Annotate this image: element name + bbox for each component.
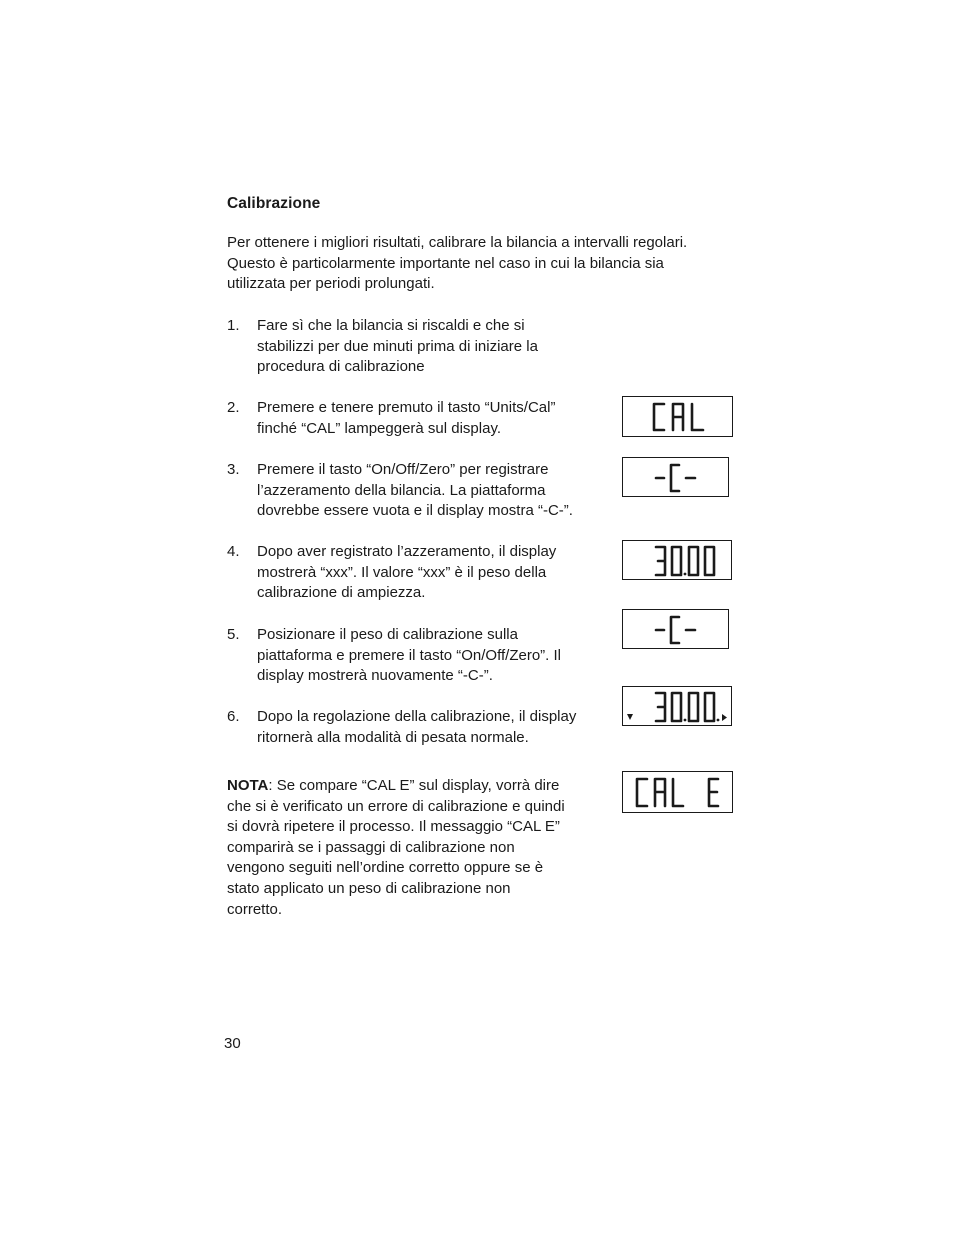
step-line: dovrebbe essere vuota e il display mostra “-C-”. <box>257 502 573 520</box>
step-line: procedura di calibrazione <box>257 358 425 376</box>
note-paragraph <box>227 776 607 920</box>
triangle-right-icon <box>722 714 727 721</box>
step-line: ritornerà alla modalità di pesata normale. <box>257 728 529 746</box>
step-line: Dopo aver registrato l’azzeramento, il display <box>257 543 557 560</box>
step-line: Dopo la regolazione della calibrazione, il display <box>257 708 577 725</box>
step-number: 5. <box>227 626 240 643</box>
step-line: l’azzeramento della bilancia. La piattaforma <box>257 481 546 499</box>
lcd-display-3000-normal <box>622 686 732 726</box>
step-line: mostrerà “xxx”. Il valore “xxx” è il peso della <box>257 563 547 581</box>
lcd-reading-c-again <box>656 617 695 643</box>
triangle-down-icon <box>627 714 633 720</box>
step-line: Posizionare il peso di calibrazione sulla <box>257 626 518 643</box>
lcd-display-3000 <box>622 540 732 580</box>
step-line: stabilizzi per due minuti prima di iniziare la <box>257 337 538 355</box>
intro-line: utilizzata per periodi prolungati. <box>227 275 435 293</box>
lcd-display-c-again <box>622 609 729 649</box>
note-line: stato applicato un peso di calibrazione non <box>227 879 511 897</box>
lcd-reading-c <box>656 465 695 491</box>
lcd-reading-3000-normal <box>656 693 719 721</box>
lcd-display-c <box>622 457 729 497</box>
intro-paragraph <box>227 233 727 295</box>
step-number: 2. <box>227 399 240 416</box>
lcd-reading-3000 <box>656 547 714 575</box>
note-line: comparirà se i passaggi di calibrazione non <box>227 838 515 856</box>
step-line: Premere il tasto “On/Off/Zero” per registrare <box>257 461 549 478</box>
intro-line: Questo è particolarmente importante nel caso in cui la bilancia sia <box>227 254 664 272</box>
note-line: si dovrà ripetere il processo. Il messaggio “CAL E” <box>227 818 560 836</box>
lcd-display-cal-e <box>622 771 733 813</box>
step-number: 3. <box>227 461 240 478</box>
page-number: 30 <box>224 1035 241 1052</box>
step-number: 6. <box>227 708 240 725</box>
intro-line: Per ottenere i migliori risultati, calibrare la bilancia a intervalli regolari. <box>227 234 688 251</box>
step-line: calibrazione di ampiezza. <box>257 584 426 602</box>
note-line: vengono seguiti nell’ordine corretto oppure se è <box>227 859 544 877</box>
step-line: finché “CAL” lampeggerà sul display. <box>257 419 502 437</box>
note-line: che si è verificato un errore di calibrazione e quindi <box>227 797 565 815</box>
lcd-display-cal <box>622 396 733 437</box>
step-line: display mostrerà nuovamente “-C-”. <box>257 667 493 685</box>
note-line: corretto. <box>227 900 283 918</box>
step-line: piattaforma e premere il tasto “On/Off/Zero”. Il <box>257 646 561 664</box>
note-label: NOTA <box>227 777 269 794</box>
lcd-reading-cal-e <box>637 779 718 806</box>
step-line: Fare sì che la bilancia si riscaldi e che si <box>257 317 525 334</box>
section-title: Calibrazione <box>227 195 321 212</box>
lcd-reading-cal <box>654 404 703 430</box>
step-number: 4. <box>227 543 240 560</box>
note-line: : Se compare “CAL E” sul display, vorrà dire <box>268 777 560 794</box>
step-number: 1. <box>227 317 240 334</box>
step-line: Premere e tenere premuto il tasto “Units/Cal” <box>257 399 556 416</box>
